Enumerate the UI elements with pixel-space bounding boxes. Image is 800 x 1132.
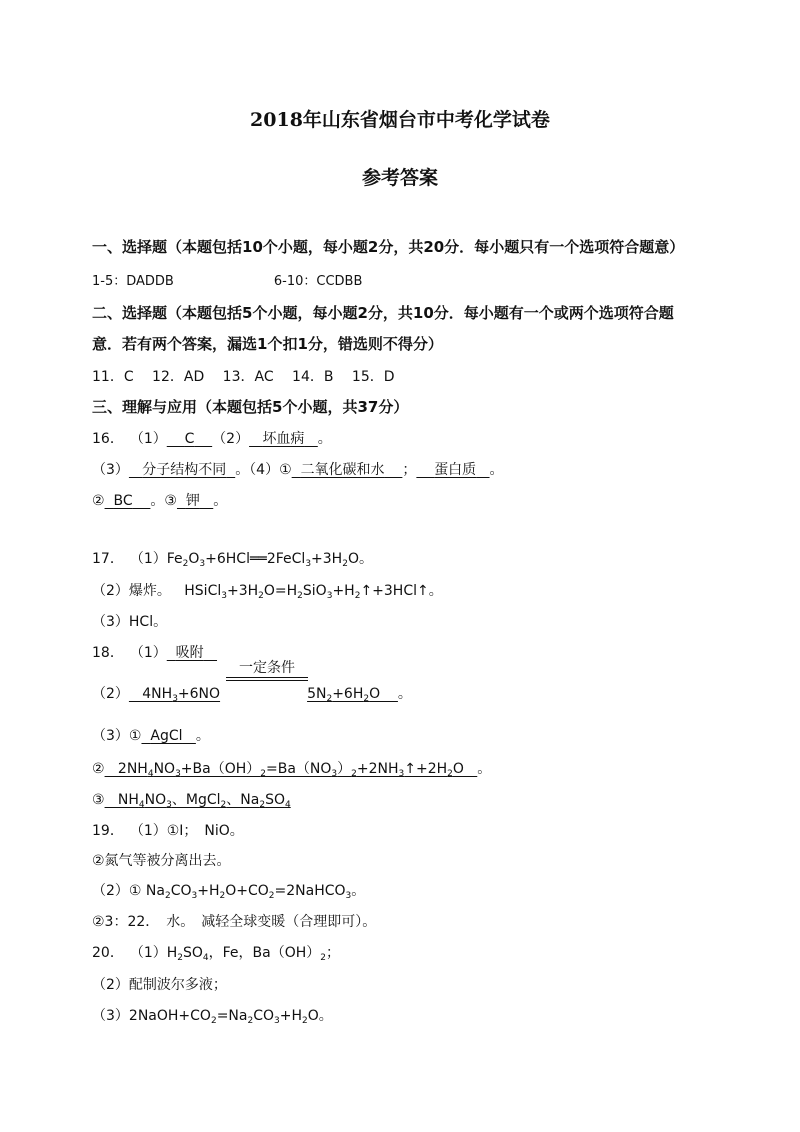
q18-line1 [92,642,217,662]
q18-circle3: ③ [92,792,105,808]
q20-line2: （2）配制波尔多液； [92,977,227,993]
q18-answer1 [167,645,217,661]
q16-end3: 。 [213,493,228,509]
q16-answer7-text: 钾 [185,493,200,509]
q18-line3 [92,725,210,745]
q17-line2: （2）爆炸。 $HSiCl_3+3H_2O=H_2SiO_3+H_2↑+3HCl↑$。 [92,583,443,601]
q16-line1 [92,428,332,448]
q16-answer5-text: 蛋白质 [434,462,477,478]
q16-answer2-text: 坏血病 [262,431,305,447]
q19-line2: ②氮气等被分离出去。 [92,853,231,869]
section2-heading-line1: 二、选择题（本题包括5个小题，每小题2分，共10分．每小题有一个或两个选项符合题 [92,304,674,322]
q16-answer4 [292,462,403,478]
q16-part4-label: 。（4）① [235,462,292,478]
q16-answer3 [129,462,235,478]
q16-part7-label: 。③ [150,493,177,509]
q19-line3: （2）① $Na_2CO_3+H_2O+CO_2=2NaHCO_3$。 [92,883,366,901]
q17-line3: （3）HCl。 [92,614,168,630]
q16-answer2 [249,431,318,447]
answer-11: 11．C [92,369,134,385]
q18-equal-sign-bottom [226,680,308,681]
q17-line1: 17． $(1)Fe_2O_3+6HCl══2FeCl_3+3H_2O$。 [92,551,373,569]
q20-line1: 20． $(1)H_2SO_4$，Fe，$Ba(OH)_2$； [92,945,341,963]
q16-semicolon: ； [402,462,417,478]
q18-reaction-condition: 一定条件 [239,660,295,676]
q18-line2: （2） $4NH_3+6NO$ $5N_2+6H_2O$ 。 [92,686,412,704]
section1-answers [92,270,362,289]
answer-15: 15．D [351,369,395,385]
q20-label: 20． [92,945,124,961]
section1-heading: 一、选择题（本题包括10个小题，每小题2分，共20分．每小题只有一个选项符合题意） [92,238,685,256]
q16-answer1-text: C [184,431,195,447]
q18-part2-label: （2） [92,686,129,702]
q16-answer6 [105,493,151,509]
document-subtitle: 参考答案 [361,167,438,189]
q18-answer3 [141,728,195,744]
q16-answer6-text: BC [113,493,133,509]
q17-eq1-start: （1）Fe [129,551,183,567]
q18-line5 [92,789,291,809]
q17-label: 17． [92,551,124,567]
q19-line1 [92,820,244,840]
q16-answer1 [167,431,212,447]
answer-14: 14．B [292,369,334,385]
q18-label: 18． [92,645,124,661]
q18-eq-left: $4NH_3+6NO$ [128,686,221,704]
q18-part3-label: （3）① [92,728,142,744]
document-title: 2018年山东省烟台市中考化学试卷 [250,109,550,131]
q18-answer1-text: 吸附 [175,645,204,661]
q16-answer7 [177,493,213,509]
q18-part1-label: （1） [129,645,167,661]
section2-answers [92,366,395,386]
q18-end: 。 [195,728,210,744]
section3-heading: 三、理解与应用（本题包括5个小题，共37分） [92,398,409,416]
q18-equal-sign-top [226,677,308,678]
q18-equation2: $2NH_4NO_3+Ba(OH)_2=Ba(NO_3)_2+2NH_3↑+2H_2O$ [104,761,478,779]
answers-6-10: 6-10：CCDBB [273,274,363,289]
q19-label: 19． [92,823,124,839]
q16-part6-label: ② [92,493,105,509]
q18-circle2: ② [92,761,105,777]
section2-heading-line2: 意．若有两个答案，漏选1个扣1分，错选则不得分） [92,335,443,353]
q16-label: 16． [92,431,124,447]
q16-answer5 [416,462,489,478]
q16-end2: 。 [489,462,504,478]
q16-answer3-text: 分子结构不同 [142,462,227,478]
q16-part1-label: （1） [129,431,167,447]
q16-answer4-text: 二氧化碳和水 [300,462,385,478]
q16-line3 [92,490,227,510]
q19-line4: ②3：22． 水。 减轻全球变暖（合理即可）。 [92,914,377,930]
answer-13: 13．AC [222,369,274,385]
q16-line2 [92,459,504,479]
q18-answer3-text: AgCl [150,728,183,744]
q18-eq-right: $5N_2+6H_2O$ [307,686,398,704]
q16-part2-label: （2） [212,431,250,447]
q16-part3-label: （3） [92,462,129,478]
q18-answer-salts: $NH_4NO_3$、MgCl$_2$、$Na_2SO_4$ [104,792,291,810]
q17-part2-text: （2）爆炸。 [92,583,171,599]
q19-eq-start: （2）① Na [92,883,165,899]
q18-line4: ② $2NH_4NO_3+Ba(OH)_2=Ba(NO_3)_2+2NH_3↑+2H_2O$ 。 [92,761,492,779]
q19-part1-text: （1）①I； NiO。 [129,823,244,839]
q20-line3: $(3)2NaOH+CO_2=Na_2CO_3+H_2O$。 [92,1008,333,1026]
answer-12: 12．AD [152,369,205,385]
answers-1-5: 1-5：DADDB [92,274,174,289]
q16-end: 。 [317,431,332,447]
